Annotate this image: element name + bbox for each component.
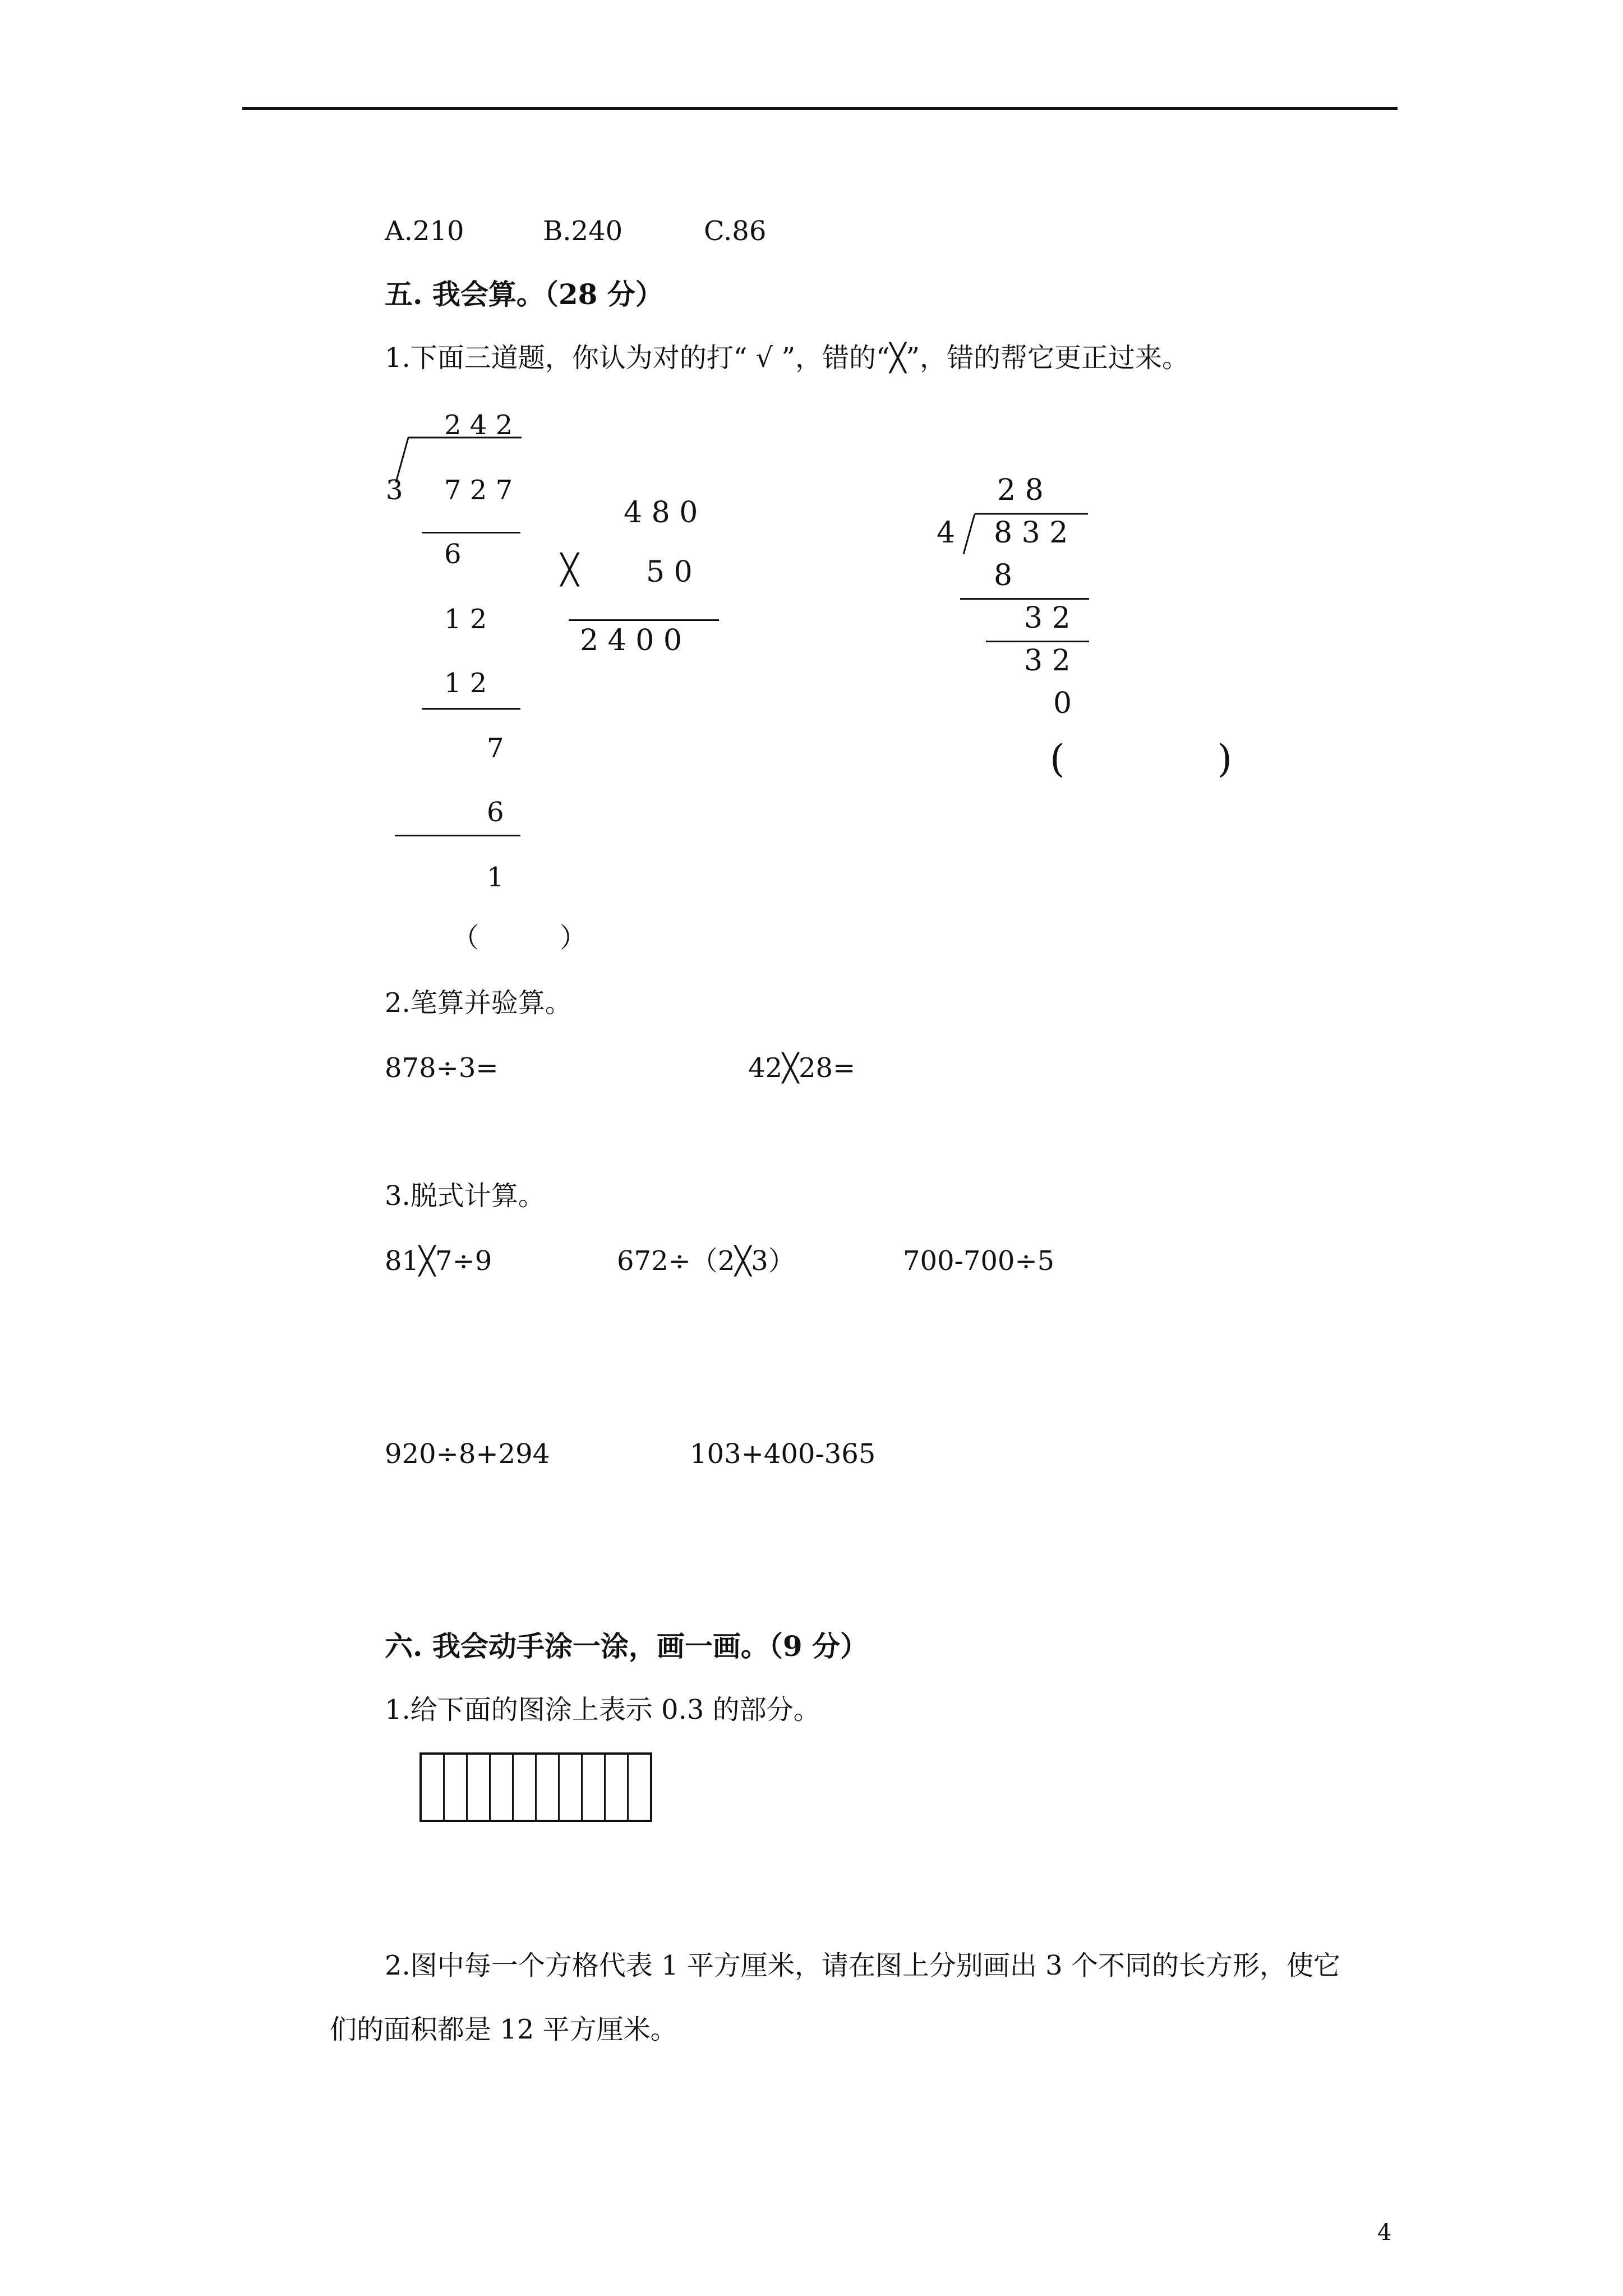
div1-step: 7	[487, 733, 504, 764]
grid-cell[interactable]	[606, 1755, 629, 1820]
div1-dividend: 7 2 7	[444, 475, 513, 506]
grid-cell[interactable]	[422, 1755, 445, 1820]
section5-q1: 1.下面三道题，你认为对的打“ √ ”，错的“╳”，错的帮它更正过来。	[385, 342, 1189, 374]
div1-answer-bracket[interactable]: （ ）	[452, 922, 587, 954]
section6-title: 六. 我会动手涂一涂，画一画。（9 分）	[385, 1630, 869, 1663]
div1-divisor: 3	[386, 475, 403, 506]
option-a: A.210	[385, 215, 464, 247]
grid-cell[interactable]	[629, 1755, 650, 1820]
div2-divisor: 4	[937, 516, 956, 550]
div2-step: 8	[994, 559, 1013, 592]
mult-bottom: 5 0	[646, 555, 693, 589]
q3-item: 103+400-365	[690, 1438, 876, 1470]
div2-step: 0	[1053, 687, 1072, 720]
grid-cell[interactable]	[491, 1755, 514, 1820]
grid-cell[interactable]	[445, 1755, 468, 1820]
mult-top: 4 8 0	[624, 496, 698, 530]
mult-result: 2 4 0 0	[580, 624, 682, 657]
mult-sign: ╳	[561, 553, 579, 587]
q3-item: 81╳7÷9	[385, 1245, 492, 1277]
grid-cell[interactable]	[514, 1755, 537, 1820]
grid-cell[interactable]	[537, 1755, 560, 1820]
section6-q2-line1: 2.图中每一个方格代表 1 平方厘米，请在图上分别画出 3 个不同的长方形，使它	[385, 1950, 1340, 1981]
div2-answer-bracket[interactable]: ( )	[1050, 737, 1233, 781]
section6-q1: 1.给下面的图涂上表示 0.3 的部分。	[385, 1694, 820, 1726]
q3-item: 920÷8+294	[385, 1438, 550, 1470]
div2-step: 3 2	[1024, 601, 1071, 635]
q2-item: 42╳28=	[748, 1052, 856, 1084]
section5-q2: 2.笔算并验算。	[385, 987, 572, 1019]
div1-quotient: 2 4 2	[444, 409, 513, 441]
div1-step: 1	[487, 862, 504, 893]
option-b: B.240	[543, 215, 623, 247]
section6-q2-line2: 们的面积都是 12 平方厘米。	[330, 2014, 677, 2045]
grid-cell[interactable]	[583, 1755, 606, 1820]
q3-item: 700-700÷5	[903, 1245, 1055, 1277]
div1-step: 1 2	[444, 668, 487, 699]
section5-q3: 3.脱式计算。	[385, 1180, 545, 1212]
div1-step: 1 2	[444, 604, 487, 635]
grid-cell[interactable]	[468, 1755, 491, 1820]
section5-title: 五. 我会算。（28 分）	[385, 278, 663, 311]
page-number: 4	[1377, 2220, 1392, 2246]
div2-quotient: 2 8	[997, 473, 1044, 507]
shading-grid	[419, 1752, 652, 1822]
grid-cell[interactable]	[560, 1755, 583, 1820]
div1-step: 6	[487, 797, 504, 828]
q3-item: 672÷（2╳3）	[617, 1245, 795, 1277]
div2-dividend: 8 3 2	[994, 516, 1068, 550]
option-c: C.86	[704, 215, 767, 247]
header-rule	[242, 107, 1398, 110]
q2-item: 878÷3=	[385, 1052, 499, 1084]
div2-step: 3 2	[1024, 644, 1071, 678]
div1-step: 6	[444, 539, 462, 570]
